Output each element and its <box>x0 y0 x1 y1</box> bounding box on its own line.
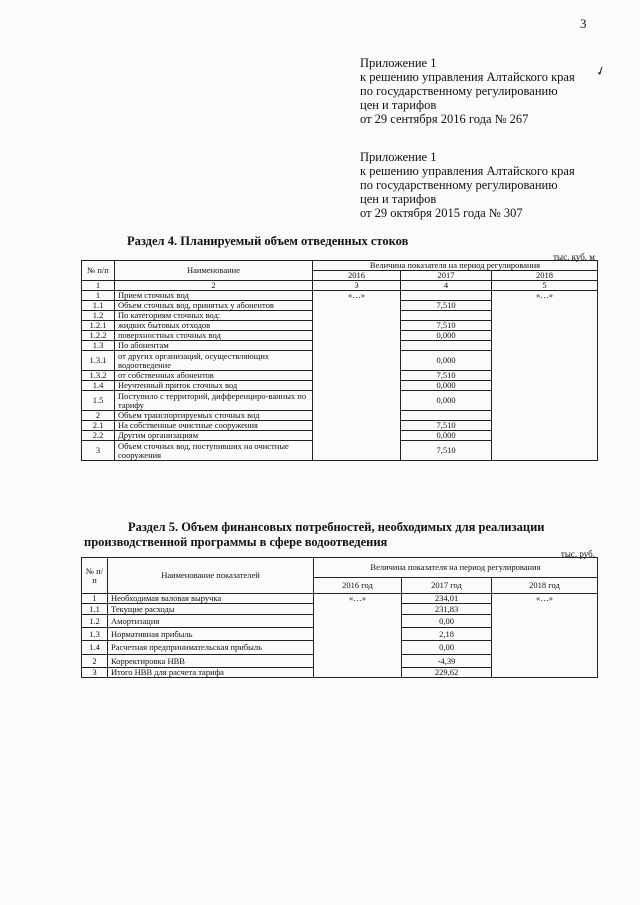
value-2017: 0,000 <box>401 431 492 441</box>
column-header-period: Величина показателя на период регулирования <box>314 558 598 578</box>
row-number: 1.4 <box>82 381 115 391</box>
section4-unit: тыс. куб. м <box>553 252 595 262</box>
appendix-line: от 29 октября 2015 года № 307 <box>360 206 523 220</box>
column-header-year: 2017 <box>401 271 492 281</box>
row-number: 1.2.1 <box>82 321 115 331</box>
value-2017: -4,39 <box>402 655 492 668</box>
value-2017 <box>401 341 492 351</box>
row-name: от других организаций, осуществляющих водоотведение <box>115 351 313 371</box>
value-2017 <box>401 311 492 321</box>
appendix-line: по государственному регулированию <box>360 84 558 98</box>
value-2017: 229,62 <box>402 668 492 678</box>
column-header-year: 2018 <box>492 271 598 281</box>
column-header-name: Наименование показателей <box>108 558 314 594</box>
value-2017 <box>401 291 492 301</box>
value-2017: 231,83 <box>402 604 492 615</box>
row-name: Объем сточных вод, поступивших на очистные сооружения <box>115 441 313 461</box>
row-number: 3 <box>82 441 115 461</box>
row-name: Необходимая валовая выручка <box>108 594 314 604</box>
row-number: 2 <box>82 411 115 421</box>
row-number: 1.1 <box>82 301 115 311</box>
appendix-line: цен и тарифов <box>360 98 437 112</box>
appendix-line: от 29 сентября 2016 года № 267 <box>360 112 529 126</box>
column-number: 1 <box>82 281 115 291</box>
row-name: Другим организациям <box>115 431 313 441</box>
value-2017: 0,000 <box>401 391 492 411</box>
check-mark-icon: ✓ <box>593 62 608 80</box>
column-header-year: 2016 год <box>314 578 402 594</box>
section5-unit: тыс. руб. <box>560 549 595 559</box>
column-header-year: 2017 год <box>402 578 492 594</box>
column-header-period: Величина показателя на период регулирования <box>313 261 598 271</box>
table-row <box>82 291 598 301</box>
appendix-header-current <box>360 56 575 126</box>
row-number: 1 <box>82 291 115 301</box>
value-2017: 7,510 <box>401 421 492 431</box>
value-2017: 0,000 <box>401 351 492 371</box>
row-number: 1.3 <box>82 628 108 641</box>
section4-title <box>127 234 408 249</box>
value-2016-omitted: «…» <box>313 291 401 461</box>
row-name: По абонентам <box>115 341 313 351</box>
row-name: Корректировка НВВ <box>108 655 314 668</box>
appendix-line: Приложение 1 <box>360 56 437 70</box>
section-number: Раздел 4. <box>127 234 178 248</box>
value-2017: 0,000 <box>401 381 492 391</box>
row-name: поверхностных сточных вод <box>115 331 313 341</box>
appendix-line: по государственному регулированию <box>360 178 558 192</box>
row-number: 1.4 <box>82 641 108 655</box>
column-number: 4 <box>401 281 492 291</box>
section-title-text: Объем финансовых потребностей, необходимых для реализации производственной программы в сфере водоотведения <box>84 520 545 549</box>
row-number: 2.2 <box>82 431 115 441</box>
column-number: 5 <box>492 281 598 291</box>
row-number: 1.2.2 <box>82 331 115 341</box>
row-number: 2.1 <box>82 421 115 431</box>
row-name: жидких бытовых отходов <box>115 321 313 331</box>
row-name: от собственных абонентов <box>115 371 313 381</box>
value-2017: 0,00 <box>402 615 492 628</box>
row-number: 1.2 <box>82 615 108 628</box>
value-2017: 234,01 <box>402 594 492 604</box>
row-number: 1.1 <box>82 604 108 615</box>
row-name: Объем транспортируемых сточных вод <box>115 411 313 421</box>
column-header-year: 2016 <box>313 271 401 281</box>
section5-title <box>84 520 596 550</box>
value-2017: 2,18 <box>402 628 492 641</box>
row-name: По категориям сточных вод: <box>115 311 313 321</box>
row-name: На собственные очистные сооружения <box>115 421 313 431</box>
section4-table <box>81 260 598 461</box>
row-number: 1.5 <box>82 391 115 411</box>
row-name: Неучтенный приток сточных вод <box>115 381 313 391</box>
row-number: 1 <box>82 594 108 604</box>
value-2017: 7,510 <box>401 441 492 461</box>
value-2016-omitted: «…» <box>314 594 402 678</box>
row-number: 1.3 <box>82 341 115 351</box>
row-number: 1.3.2 <box>82 371 115 381</box>
appendix-line: к решению управления Алтайского края <box>360 70 575 84</box>
value-2017 <box>401 411 492 421</box>
value-2017: 0,000 <box>401 331 492 341</box>
row-name: Поступило с территорий, дифференциро-ванных по тарифу <box>115 391 313 411</box>
appendix-header-previous <box>360 150 575 220</box>
value-2017: 7,510 <box>401 371 492 381</box>
column-header-name: Наименование <box>115 261 313 281</box>
column-number: 3 <box>313 281 401 291</box>
row-number: 1.3.1 <box>82 351 115 371</box>
section-title-text: Планируемый объем отведенных стоков <box>177 234 409 248</box>
section-number: Раздел 5. <box>128 520 179 534</box>
column-header-year: 2018 год <box>492 578 598 594</box>
section5-table <box>81 557 598 678</box>
row-name: Прием сточных вод <box>115 291 313 301</box>
value-2018-omitted: «…» <box>492 291 598 461</box>
row-name: Амортизация <box>108 615 314 628</box>
appendix-line: к решению управления Алтайского края <box>360 164 575 178</box>
row-name: Итого НВВ для расчета тарифа <box>108 668 314 678</box>
row-number: 3 <box>82 668 108 678</box>
page-number: 3 <box>580 16 587 31</box>
row-number: 2 <box>82 655 108 668</box>
value-2017: 7,510 <box>401 301 492 311</box>
column-number: 2 <box>115 281 313 291</box>
row-number: 1.2 <box>82 311 115 321</box>
row-name: Нормативная прибыль <box>108 628 314 641</box>
appendix-line: Приложение 1 <box>360 150 437 164</box>
table-row <box>82 594 598 604</box>
value-2017: 0,00 <box>402 641 492 655</box>
row-name: Текущие расходы <box>108 604 314 615</box>
value-2017: 7,510 <box>401 321 492 331</box>
value-2018-omitted: «…» <box>492 594 598 678</box>
appendix-line: цен и тарифов <box>360 192 437 206</box>
row-name: Объем сточных вод, принятых у абонентов <box>115 301 313 311</box>
row-name: Расчетная предпринимательская прибыль <box>108 641 314 655</box>
column-header-num: № п/п <box>82 261 115 281</box>
column-header-num: № п/ п <box>82 558 108 594</box>
